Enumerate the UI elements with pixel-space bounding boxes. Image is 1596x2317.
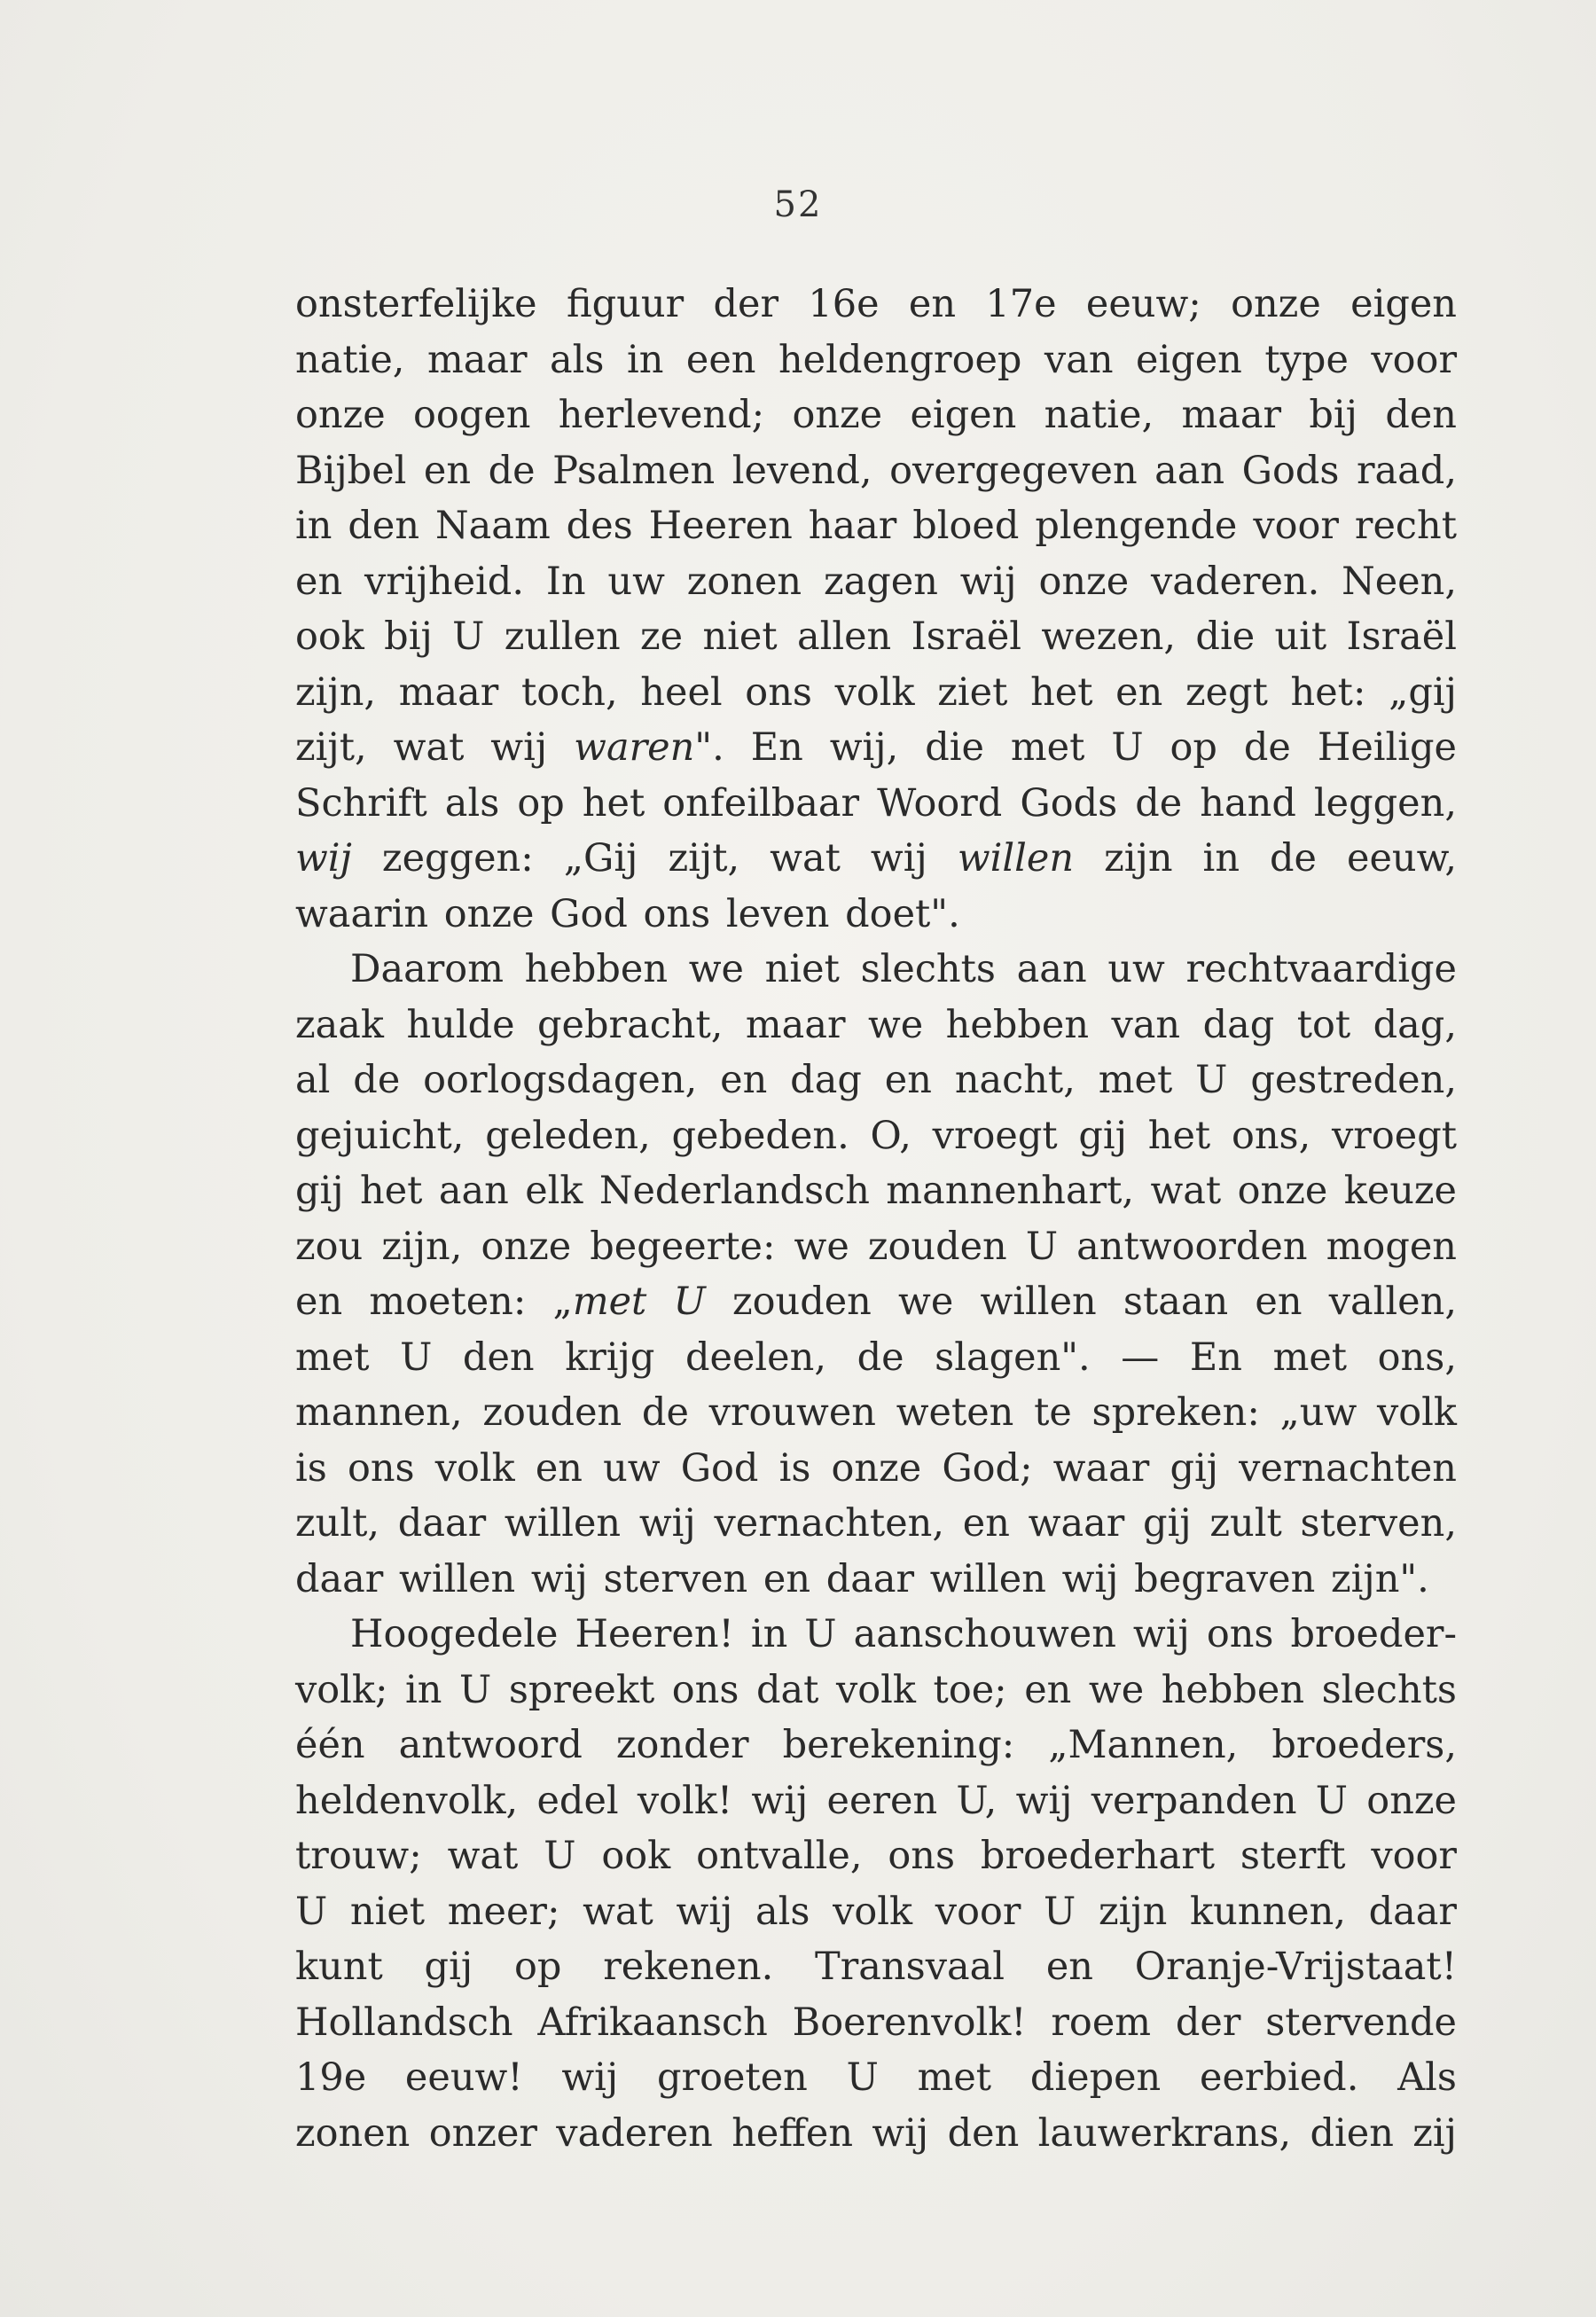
text-line: gij het aan elk Nederlandsch mannenhart, wat onze keuze (295, 1169, 1457, 1213)
text-line: zonen onzer vaderen heffen wij den lauwerkrans, dien zij (295, 2110, 1457, 2156)
emphasized-word: wij (295, 836, 352, 881)
text-line: Schrift als op het onfeilbaar Woord Gods de hand leggen, (295, 780, 1457, 826)
text-line: Bijbel en de Psalmen levend, overgegeven aan Gods raad, (295, 448, 1457, 493)
text-line: natie, maar als in een heldengroep van eigen type voor (295, 337, 1457, 382)
text-line: waarin onze God ons leven doet". (295, 891, 960, 936)
text-line: zaak hulde gebracht, maar we hebben van dag tot dag, (295, 1002, 1457, 1047)
text-line: met U den krijg deelen, de slagen". — En met ons, (295, 1335, 1457, 1380)
text-line: onze oogen herlevend; onze eigen natie, maar bij den (295, 393, 1457, 437)
text-line: en vrijheid. In uw zonen zagen wij onze vaderen. Neen, (295, 559, 1457, 604)
text-line: ook bij U zullen ze niet allen Israël wezen, die uit Israël (295, 614, 1457, 659)
text-line: daar willen wij sterven en daar willen wij begraven zijn". (295, 1556, 1429, 1601)
text-line: heldenvolk, edel volk! wij eeren U, wij verpanden U onze (295, 1778, 1457, 1823)
text-line: is ons volk en uw God is onze God; waar gij vernachten (295, 1445, 1457, 1491)
text-line: wij zeggen: „Gij zijt, wat wij willen zijn in de eeuw, (295, 836, 1457, 881)
text-line: zou zijn, onze begeerte: we zouden U antwoorden mogen (295, 1224, 1457, 1269)
paragraph-start-line: Daarom hebben we niet slechts aan uw rechtvaardige (350, 947, 1457, 991)
text-line: onsterfelijke figuur der 16e en 17e eeuw; onze eigen (295, 282, 1457, 326)
text-line: en moeten: „met U zouden we willen staan en vallen, (295, 1280, 1457, 1324)
text-line: kunt gij op rekenen. Transvaal en Oranje-Vrijstaat! (295, 1945, 1457, 1989)
text-line: 19e eeuw! wij groeten U met diepen eerbied. Als (295, 2055, 1457, 2100)
text-line: volk; in U spreekt ons dat volk toe; en we hebben slechts (295, 1667, 1457, 1712)
text-line: U niet meer; wat wij als volk voor U zijn kunnen, daar (295, 1889, 1457, 1934)
text-line: mannen, zouden de vrouwen weten te spreken: „uw volk (295, 1390, 1457, 1435)
body-text (295, 277, 1457, 2161)
text-line: zijn, maar toch, heel ons volk ziet het en zegt het: „gij (295, 669, 1457, 715)
text-line: Hollandsch Afrikaansch Boerenvolk! roem der stervende (295, 2000, 1457, 2045)
text-line: één antwoord zonder berekening: „Mannen, broeders, (295, 1723, 1457, 1767)
emphasized-word: waren (574, 725, 695, 770)
text-line: in den Naam des Heeren haar bloed plengende voor recht (295, 504, 1457, 548)
page-number: 52 (773, 184, 823, 225)
text-line: zult, daar willen wij vernachten, en waar gij zult sterven, (295, 1501, 1457, 1546)
paragraph-start-line: Hoogedele Heeren! in U aanschouwen wij ons broeder- (350, 1612, 1457, 1656)
text-line: gejuicht, geleden, gebeden. O, vroegt gij het ons, vroegt (295, 1113, 1457, 1158)
emphasized-word: willen (957, 836, 1075, 881)
text-line: trouw; wat U ook ontvalle, ons broederhart sterft voor (295, 1834, 1457, 1878)
emphasized-word: met U (572, 1280, 706, 1324)
text-line: zijt, wat wij waren". En wij, die met U op de Heilige (295, 725, 1458, 770)
text-line: al de oorlogsdagen, en dag en nacht, met U gestreden, (295, 1058, 1457, 1102)
